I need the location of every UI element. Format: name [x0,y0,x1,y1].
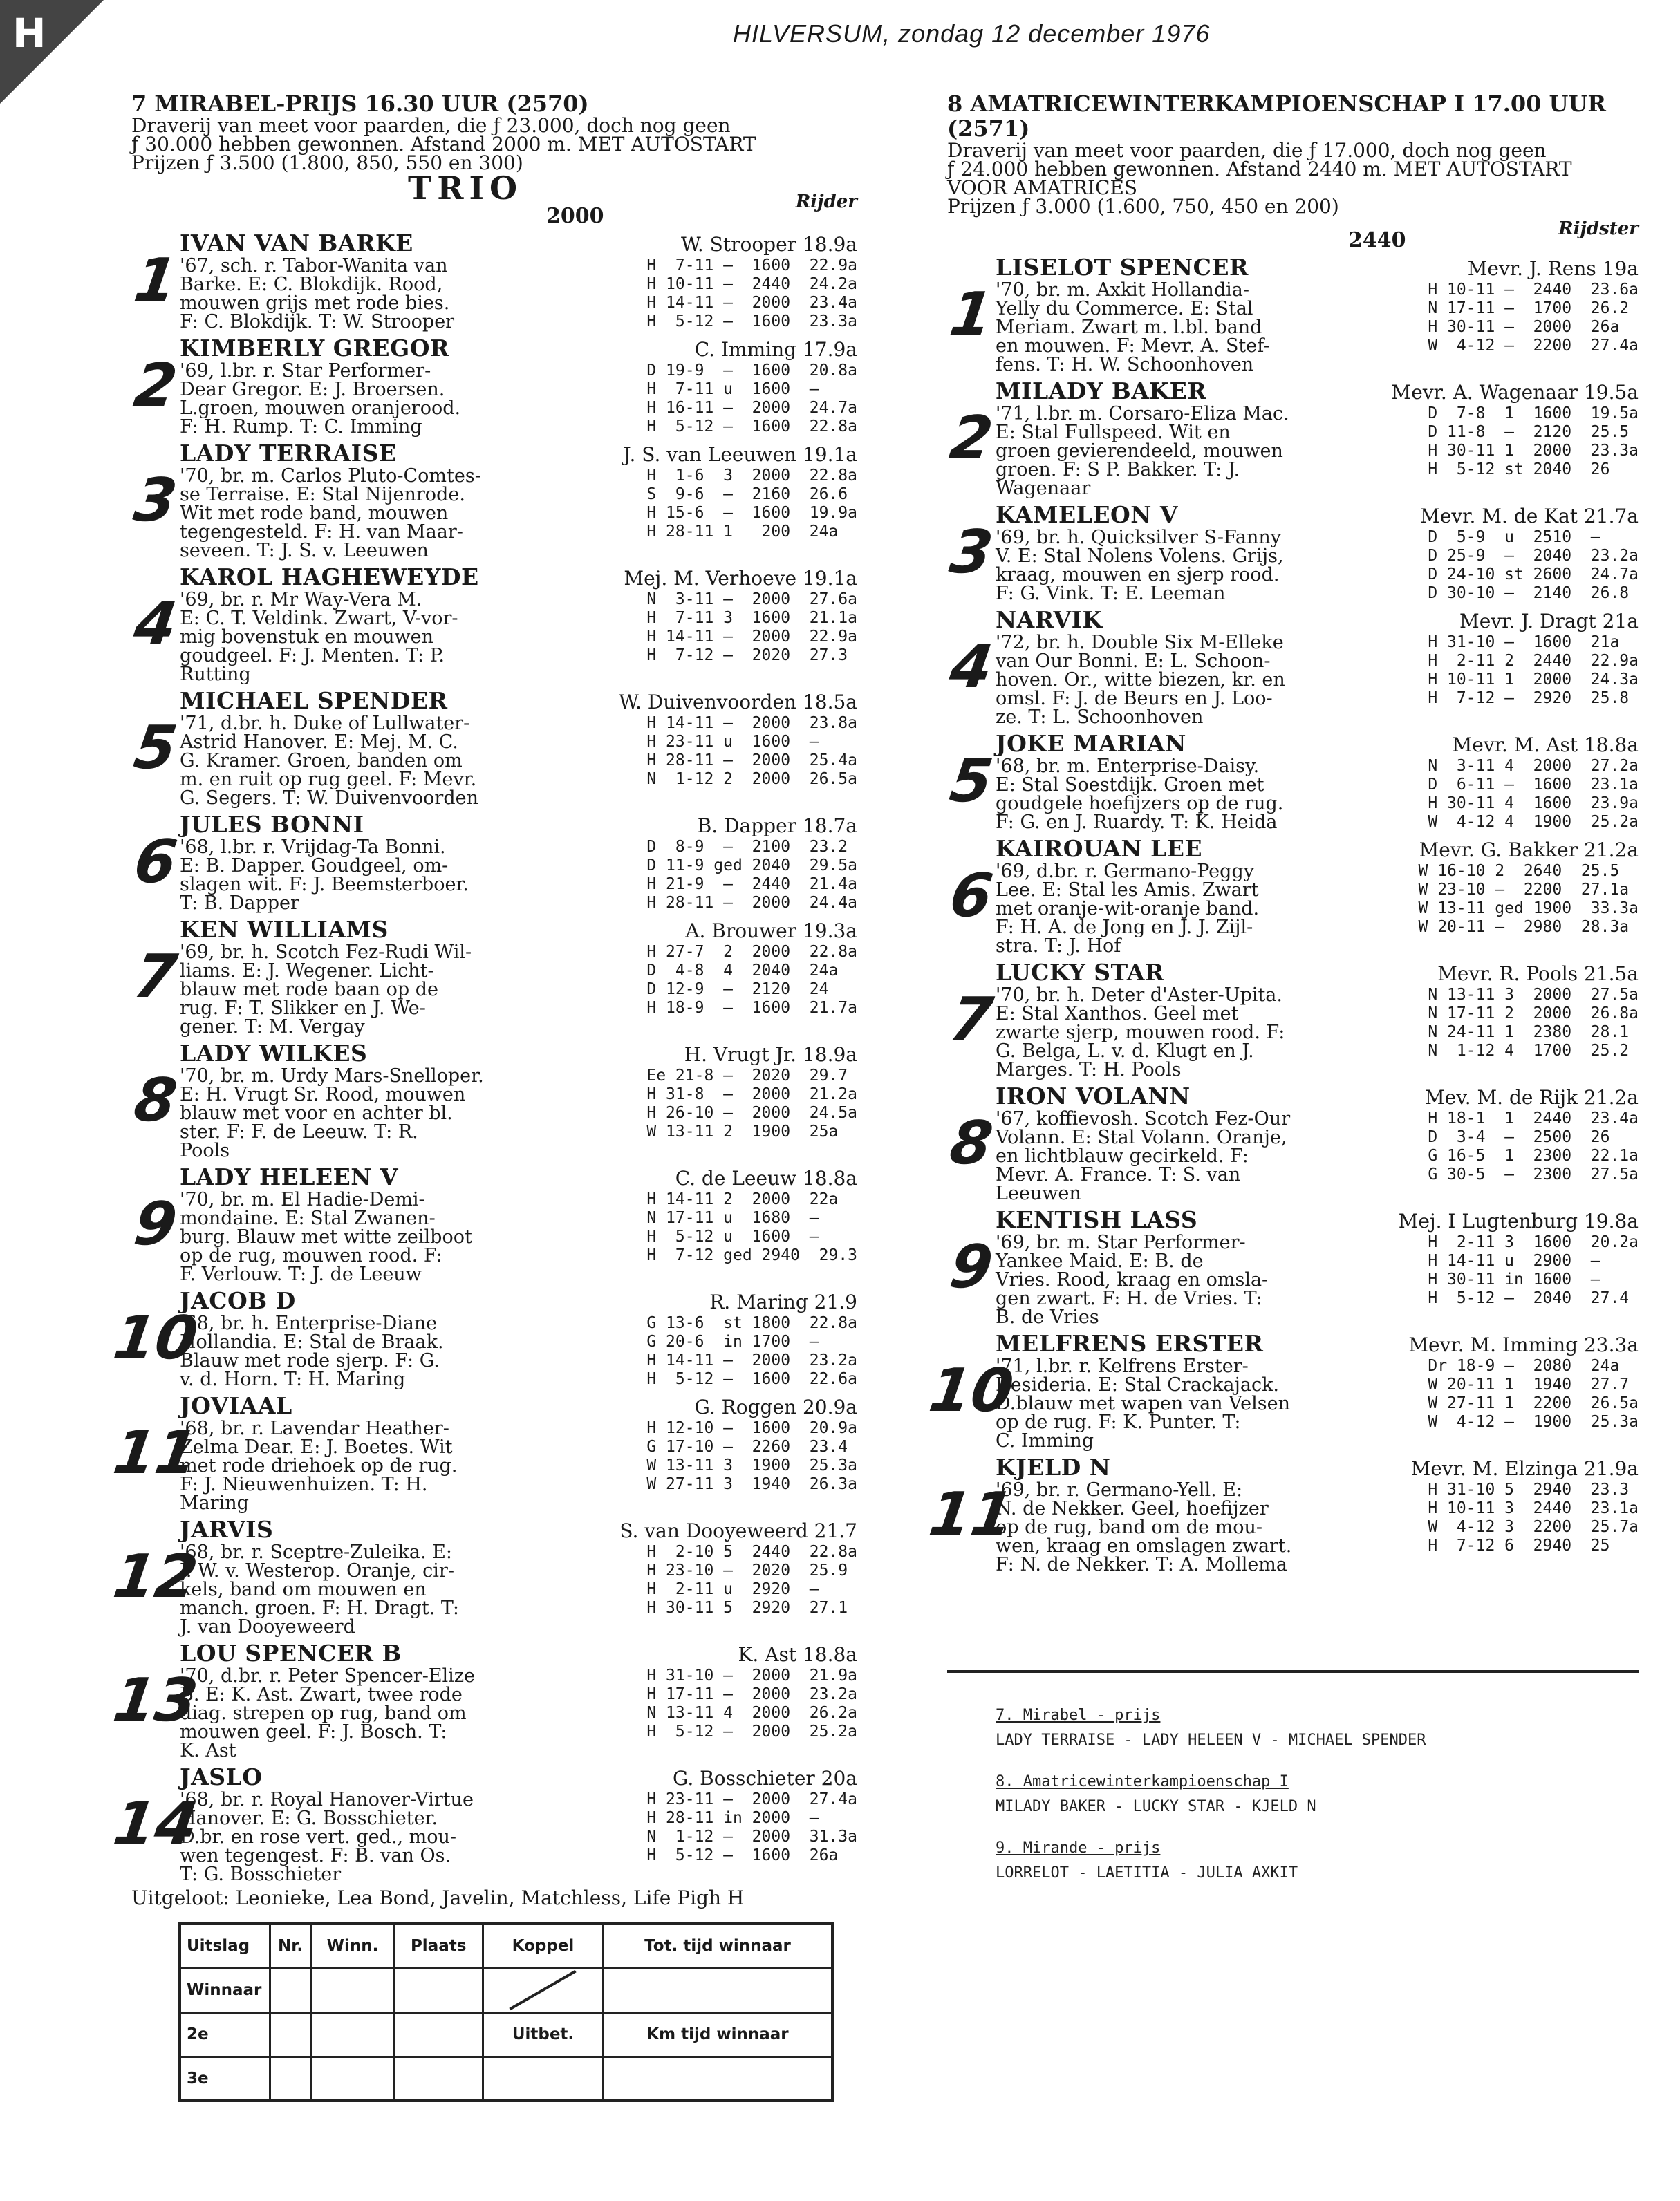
horse-name: LADY WILKES [180,1040,368,1067]
start-number: 7 [130,942,181,1011]
horse-entry [925,1330,1639,1452]
rider-name: B. Dapper 18.7a [697,814,857,837]
horse-name: KIMBERLY GREGOR [180,335,449,362]
horse-name: JOVIAAL [180,1392,292,1419]
rider-name: W. Strooper 18.9a [680,233,857,256]
race-7-distance: 2000 [546,204,604,228]
page-header: HILVERSUM, zondag 12 december 1976 [733,19,1211,48]
horse-entry [131,230,857,331]
summary-race-8 [996,1770,1618,1819]
entry-head [996,378,1639,404]
recent-results: H 31-10 — 2000 21.9a H 17-11 — 2000 23.2a N 13-11 4 2000 26.2a H 5-12 — 2000 25.2a [646,1667,857,1741]
entry-head [180,230,857,256]
horse-name: MELFRENS ERSTER [996,1330,1264,1357]
second-plaats-cell[interactable] [394,2012,483,2057]
entry-head [180,335,857,362]
recent-results: H 1-6 3 2000 22.8a S 9-6 — 2160 26.6 H 15-6 — 1600 19.9a H 28-11 1 200 24a [646,467,857,541]
horse-entry [131,1040,857,1160]
winnaar-row-label: Winnaar [180,1968,270,2012]
rider-name: S. van Dooyeweerd 21.7 [619,1519,857,1542]
entry-head [180,564,857,590]
uitslag-header: Uitslag [180,1924,270,1968]
start-number: 10 [109,1304,202,1373]
entry-head [996,502,1639,528]
rider-name: Mevr. M. Ast 18.8a [1452,733,1639,756]
horse-name: KJELD N [996,1454,1111,1481]
entry-body [996,254,1639,374]
entry-details [996,1357,1639,1450]
entry-body [180,564,857,684]
entry-details [996,1481,1639,1574]
recent-results: D 19-9 — 1600 20.8a H 7-11 u 1600 — H 16-11 — 2000 24.7a H 5-12 — 1600 22.8a [646,362,857,435]
start-number: 3 [130,465,181,535]
horse-entry [109,1516,857,1638]
horse-description: '69, d.br. r. Germano-Peggy Lee. E: Stal les Amis. Zwart met oranje-wit-oranje band. F: H. A. de Jong en J. J. Zijl- stra. T: J. Hof [996,861,1260,957]
horse-description: '70, d.br. r. Peter Spencer-Elize B. E: K. Ast. Zwart, twee rode diag. strepen op rug, band om mouwen geel. F: J. Bosch. T: K. Ast [180,1665,476,1761]
koppel-header: Koppel [483,1924,603,1968]
entry-head [996,1454,1639,1481]
horse-name: JASLO [180,1763,263,1790]
start-number: 11 [925,1479,1018,1549]
race-7-header-row [131,191,857,228]
rider-name: Mevr. M. Elzinga 21.9a [1410,1457,1639,1480]
entry-head [180,688,857,714]
horse-description: '67, sch. r. Tabor-Wanita van Barke. E: C. Blokdijk. Rood, mouwen grijs met rode bies. F: C. Blokdijk. T: W. Strooper [180,255,455,333]
summary-divider [947,1670,1639,1673]
winn-header: Winn. [311,1924,394,1968]
horse-description: '70, br. h. Deter d'Aster-Upita. E: Stal Xanthos. Geel met zwarte sjerp, mouwen rood. F: G. Belga, L. v. d. Klugt en J. Marges. T: H. Pools [996,984,1285,1080]
entry-details [996,281,1639,374]
nr-header: Nr. [270,1924,311,1968]
entry-details [996,633,1639,727]
recent-results: H 10-11 — 2440 23.6a N 17-11 — 1700 26.2 H 30-11 — 2000 26a W 4-12 — 2200 27.4a [1428,281,1639,355]
horse-description: '70, br. m. Axkit Hollandia- Yelly du Commerce. E: Stal Meriam. Zwart m. l.bl. band en mouwen. F: Mevr. A. Stef- fens. T: H. W. Schoonhoven [996,279,1270,375]
race-8-column [925,91,1639,1575]
recent-results: H 18-1 1 2440 23.4a D 3-4 — 2500 26 G 16-5 1 2300 22.1a G 30-5 — 2300 27.5a [1428,1109,1639,1183]
summary-title: 8. Amatricewinterkampioenschap I [996,1773,1289,1790]
horse-name: LOU SPENCER B [180,1640,402,1667]
slash-mark [510,1970,577,2010]
entry-head [996,1083,1639,1109]
recent-results: H 12-10 — 1600 20.9a G 17-10 — 2260 23.4 W 13-11 3 1900 25.3a W 27-11 3 1940 26.3a [646,1419,857,1493]
start-number: 8 [946,1108,997,1178]
rider-name: Mej. M. Verhoeve 19.1a [624,567,857,590]
horse-description: '69, br. h. Quicksilver S-Fanny V. E: Stal Nolens Volens. Grijs, kraag, mouwen en sjerp rood. F: G. Vink. T: E. Leeman [996,527,1284,604]
horse-description: '71, l.br. r. Kelfrens Erster- Desideria. E: Stal Crackajack. D.blauw met wapen van Velsen op de rug. F: K. Punter. T: C. Imming [996,1356,1291,1452]
horse-entry [109,1287,857,1390]
entry-details [996,757,1639,832]
recent-results: D 7-8 1 1600 19.5a D 11-8 — 2120 25.5 H 30-11 1 2000 23.3a H 5-12 st 2040 26 [1428,404,1639,478]
second-row-label: 2e [180,2012,270,2057]
recent-results: N 3-11 — 2000 27.6a H 7-11 3 1600 21.1a H 14-11 — 2000 22.9a H 7-12 — 2020 27.3 [646,590,857,664]
horse-description: '69, br. h. Scotch Fez-Rudi Wil- liams. E: J. Wegener. Licht- blauw met rode baan op de rug. F: T. Slikker en J. We- gener. T: M. Vergay [180,942,472,1038]
entry-body [180,812,857,912]
entry-details [180,1790,857,1884]
horse-entry [109,1763,857,1885]
start-number: 4 [946,632,997,702]
start-number: 3 [946,518,997,587]
entry-details [180,1667,857,1760]
horse-name: IRON VOLANN [996,1083,1191,1109]
recent-results: H 23-11 — 2000 27.4a H 28-11 in 2000 — N 1-12 — 2000 31.3a H 5-12 — 1600 26a [646,1790,857,1864]
horse-entry [947,1083,1639,1203]
entry-body [996,836,1639,955]
horse-description: '69, l.br. r. Star Performer- Dear Gregor. E: J. Broersen. L.groen, mouwen oranjerood. F: H. Rump. T: C. Imming [180,360,461,438]
third-row-label: 3e [180,2057,270,2101]
recent-results: H 31-10 — 1600 21a H 2-11 2 2440 22.9a H 10-11 1 2000 24.3a H 7-12 — 2920 25.8 [1428,633,1639,707]
horse-description: '70, br. m. Urdy Mars-Snelloper. E: H. Vrugt Sr. Rood, mouwen blauw met voor en achter bl. ster. F: F. de Leeuw. T: R. Pools [180,1065,484,1161]
horse-description: '69, br. r. Mr Way-Vera M. E: C. T. Veldink. Zwart, V-vor- mig bovenstuk en mouwen goudgeel. F: J. Menten. T: P. Rutting [180,589,458,685]
race-7-entries [109,230,857,1885]
rider-name: Mev. M. de Rijk 21.2a [1424,1086,1639,1109]
entry-body [996,502,1639,603]
horse-entry [131,688,857,807]
horse-entry [947,836,1639,955]
entry-body [180,1764,857,1884]
rider-name: Mevr. R. Pools 21.5a [1437,962,1639,985]
recent-results: Dr 18-9 — 2080 24a W 20-11 1 1940 27.7 W 27-11 1 2200 26.5a W 4-12 — 1900 25.3a [1428,1357,1639,1431]
rider-name: J. S. van Leeuwen 19.1a [623,443,857,466]
entry-details [996,862,1639,955]
entry-body [180,335,857,436]
koppel-slash-cell [483,1968,603,2012]
start-number: 9 [130,1189,181,1259]
horse-entry [947,254,1639,374]
rider-name: C. de Leeuw 18.8a [675,1167,857,1190]
race-7-conditions: Draverij van meet voor paarden, die ƒ 23.000, doch nog geen ƒ 30.000 hebben gewonnen. Afstand 2000 m. MET AUTOSTART Prijzen ƒ 3.500 (1.800, 850, 550 en 300) [131,114,756,174]
corner-letter: H [12,10,46,57]
entry-head [180,1040,857,1067]
excluded-list: Uitgeloot: Leonieke, Lea Bond, Javelin, Matchless, Life Pigh H [131,1886,745,1909]
horse-entry [131,917,857,1036]
rider-name: K. Ast 18.8a [738,1643,857,1666]
recent-results: H 7-11 — 1600 22.9a H 10-11 — 2440 24.2a H 14-11 — 2000 23.4a H 5-12 — 1600 23.3a [646,256,857,330]
winnaar-tijd-cell[interactable] [604,1968,832,2012]
km-tijd-value-cell[interactable] [604,2057,832,2101]
horse-description: '67, koffievosh. Scotch Fez-Our Volann. E: Stal Volann. Oranje, en lichtblauw gecirkeld. F: Mevr. A. France. T: S. van Leeuwen [996,1108,1291,1204]
rider-name: Mevr. M. Imming 23.3a [1408,1333,1639,1356]
entry-details [180,590,857,684]
recent-results: H 31-10 5 2940 23.3 H 10-11 3 2440 23.1a W 4-12 3 2200 25.7a H 7-12 6 2940 25 [1428,1481,1639,1555]
recent-results: H 2-11 3 1600 20.2a H 14-11 u 2900 — H 30-11 in 1600 — H 5-12 — 2040 27.4 [1428,1233,1639,1307]
entry-details [180,467,857,560]
rijdster-label: Rijdster [1558,218,1639,239]
uitbet-value-cell[interactable] [483,2057,603,2101]
start-number: 6 [130,827,181,897]
rider-label: Rijder [795,191,857,212]
entry-body [996,1083,1639,1203]
start-number: 12 [109,1542,202,1611]
entry-head [180,1288,857,1314]
horse-description: '71, d.br. h. Duke of Lullwater- Astrid Hanover. E: Mej. M. C. G. Kramer. Groen, banden om m. en ruit op rug geel. F: Mevr. G. Segers. T: W. Duivenvoorden [180,713,478,809]
horse-name: IVAN VAN BARKE [180,230,413,256]
entry-body [996,1454,1639,1574]
entry-body [180,1288,857,1389]
entry-head [180,917,857,943]
horse-description: '68, l.br. r. Vrijdag-Ta Bonni. E: B. Dapper. Goudgeel, om- slagen wit. F: J. Beemsterboer. T: B. Dapper [180,836,469,914]
entry-body [180,917,857,1036]
entry-head [996,836,1639,862]
recent-results: D 8-9 — 2100 23.2 D 11-9 ged 2040 29.5a H 21-9 — 2440 21.4a H 28-11 — 2000 24.4a [646,838,857,912]
start-number: 9 [946,1232,997,1302]
horse-entry [131,812,857,912]
horse-name: JOKE MARIAN [996,730,1186,757]
entry-details [180,1314,857,1389]
horse-name: LUCKY STAR [996,959,1164,986]
race-8-title: 8 AMATRICEWINTERKAMPIOENSCHAP I 17.00 UUR (2571) [947,91,1606,142]
plaats-header: Plaats [394,1924,483,1968]
rider-name: H. Vrugt Jr. 18.9a [684,1043,857,1066]
winnaar-nr-cell[interactable] [270,1968,311,2012]
rider-name: G. Roggen 20.9a [694,1396,857,1418]
horse-entry [131,440,857,560]
horse-name: JACOB D [180,1287,296,1314]
recent-results: N 13-11 3 2000 27.5a N 17-11 2 2000 26.8a N 24-11 1 2380 28.1 N 1-12 4 1700 25.2 [1428,986,1639,1060]
start-number: 7 [946,984,997,1054]
horse-name: KAMELEON V [996,501,1178,528]
horse-description: '70, br. m. Carlos Pluto-Comtes- se Terraise. E: Stal Nijenrode. Wit met rode band, mouwen tegengesteld. F: H. van Maar- seveen. T: J. S. v. Leeuwen [180,465,481,561]
recent-results: H 14-11 2 2000 22a N 17-11 u 1680 — H 5-12 u 1600 — H 7-12 ged 2940 29.3 [646,1190,857,1264]
entry-head [180,1640,857,1667]
summary-title: 9. Mirande - prijs [996,1839,1161,1857]
entry-details [180,1419,857,1512]
winnaar-plaats-cell[interactable] [394,1968,483,2012]
recent-results: H 27-7 2 2000 22.8a D 4-8 4 2040 24a D 12-9 — 2120 24 H 18-9 — 1600 21.7a [646,943,857,1017]
start-number: 11 [109,1418,202,1488]
start-number: 6 [946,861,997,930]
entry-body [180,1517,857,1636]
entry-details [180,1190,857,1284]
entry-details [180,943,857,1036]
entry-body [180,1164,857,1284]
rider-name: C. Imming 17.9a [694,338,857,361]
horse-entry [947,731,1639,832]
entry-details [996,1233,1639,1327]
entry-head [996,607,1639,633]
entry-body [996,731,1639,832]
start-number: 14 [109,1789,202,1859]
horse-entry [109,1392,857,1514]
recent-results: W 16-10 2 2640 25.5 W 23-10 — 2200 27.1a W 13-11 ged 1900 33.3a W 20-11 — 2980 28.3a [1418,862,1639,936]
entry-body [180,1393,857,1512]
horse-entry [131,564,857,684]
horse-name: KENTISH LASS [996,1206,1198,1233]
entry-details [180,362,857,436]
entry-body [996,607,1639,727]
horse-entry [131,1164,857,1284]
race-8-conditions: Draverij van meet voor paarden, die ƒ 17.000, doch nog geen ƒ 24.000 hebben gewonnen. Afstand 2440 m. MET AUTOSTART VOOR AMATRICES Prijzen ƒ 3.000 (1.600, 750, 450 en 200) [947,139,1572,218]
trio-label: TRIO [408,169,523,207]
third-nr-cell[interactable] [270,2057,311,2101]
horse-entry [947,378,1639,498]
summary-title: 7. Mirabel - prijs [996,1707,1161,1724]
race-7-column [109,91,857,2102]
horse-entry [925,1454,1639,1575]
third-winn-cell[interactable] [311,2057,394,2101]
recent-results: D 5-9 u 2510 — D 25-9 — 2040 23.2a D 24-10 st 2600 24.7a D 30-10 — 2140 26.8 [1428,528,1639,602]
entry-body [180,1040,857,1160]
entry-body [996,378,1639,498]
rider-name: Mevr. M. de Kat 21.7a [1420,505,1639,527]
third-plaats-cell[interactable] [394,2057,483,2101]
entry-details [180,714,857,807]
entry-head [180,812,857,838]
horse-description: '68, br. r. Lavendar Heather- Zelma Dear. E: J. Boetes. Wit met rode driehoek op de rug. F: J. Nieuwenhuizen. T: H. Maring [180,1418,458,1514]
horse-entry [131,335,857,436]
horse-name: LADY TERRAISE [180,440,397,467]
entry-details [996,986,1639,1079]
second-nr-cell[interactable] [270,2012,311,2057]
start-number: 8 [130,1065,181,1135]
horse-name: KEN WILLIAMS [180,916,389,943]
horse-entry [947,1207,1639,1327]
tot-tijd-header: Tot. tijd winnaar [604,1924,832,1968]
entry-head [180,1393,857,1419]
entry-body [180,440,857,560]
horse-name: MILADY BAKER [996,377,1207,404]
uitbet-label: Uitbet. [483,2012,603,2057]
recent-results: H 14-11 — 2000 23.8a H 23-11 u 1600 — H 28-11 — 2000 25.4a N 1-12 2 2000 26.5a [646,714,857,788]
rider-name: G. Bosschieter 20a [672,1767,857,1790]
start-number: 10 [925,1356,1018,1425]
horse-description: '72, br. h. Double Six M-Elleke van Our Bonni. E: L. Schoon- hoven. Or., witte biezen, kr. en omsl. F: J. de Beurs en J. Loo- ze. T: L. Schoonhoven [996,632,1285,728]
horse-name: KAIROUAN LEE [996,835,1203,862]
results-summary [996,1687,1618,1886]
summary-race-9 [996,1836,1618,1886]
entry-body [180,688,857,807]
horse-name: LISELOT SPENCER [996,254,1249,281]
horse-entry [947,607,1639,727]
race-8-entries [925,254,1639,1575]
entry-body [996,1331,1639,1450]
start-number: 2 [946,403,997,473]
entry-details [996,404,1639,498]
horse-description: '68, br. h. Enterprise-Diane Hollandia. E: Stal de Braak. Blauw met rode sjerp. F: G. v. d. Horn. T: H. Maring [180,1313,444,1390]
start-number: 5 [946,747,997,816]
start-number: 5 [130,713,181,783]
km-tijd-label: Km tijd winnaar [604,2012,832,2057]
race-7-title: 7 MIRABEL-PRIJS 16.30 UUR (2570) [131,91,589,117]
horse-description: '68, br. r. Sceptre-Zuleika. E: J. W. v. Westerop. Oranje, cir- kels, band om mouwen en manch. groen. F: H. Dragt. T: J. van Dooyeweerd [180,1542,459,1638]
entry-head [180,1164,857,1190]
entry-details [180,838,857,912]
summary-race-7 [996,1703,1618,1753]
horse-name: NARVIK [996,606,1103,633]
entry-head [996,1331,1639,1357]
entry-body [996,1207,1639,1327]
rider-name: R. Maring 21.9 [709,1291,857,1313]
entry-details [180,256,857,331]
summary-winners: LADY TERRAISE - LADY HELEEN V - MICHAEL SPENDER [996,1732,1426,1749]
horse-name: LADY HELEEN V [180,1163,399,1190]
recent-results: N 3-11 4 2000 27.2a D 6-11 — 1600 23.1a H 30-11 4 1600 23.9a W 4-12 4 1900 25.2a [1428,757,1639,831]
horse-entry [947,959,1639,1079]
second-winn-cell[interactable] [311,2012,394,2057]
rider-name: Mevr. J. Dragt 21a [1459,610,1639,633]
rider-name: Mevr. G. Bakker 21.2a [1419,839,1639,861]
start-number: 4 [130,589,181,659]
result-form-table [178,1922,834,2102]
start-number: 2 [130,351,181,420]
recent-results: H 2-10 5 2440 22.8a H 23-10 — 2020 25.9 H 2-11 u 2920 — H 30-11 5 2920 27.1 [646,1543,857,1617]
rider-name: A. Brouwer 19.3a [685,919,857,942]
horse-name: KAROL HAGHEWEYDE [180,563,479,590]
rider-name: Mevr. J. Rens 19a [1467,257,1639,280]
entry-details [180,1067,857,1160]
horse-description: '68, br. r. Royal Hanover-Virtue Hanover. E: G. Bosschieter. D.br. en rose vert. ged., mou- wen tegengest. F: B. van Os. T: G. Bosschieter [180,1789,474,1885]
entry-details [996,1109,1639,1203]
horse-name: MICHAEL SPENDER [180,687,448,714]
entry-body [180,1640,857,1760]
rider-name: W. Duivenvoorden 18.5a [619,691,857,713]
horse-description: '68, br. m. Enterprise-Daisy. E: Stal Soestdijk. Groen met goudgele hoefijzers op de rug. F: G. en J. Ruardy. T: K. Heida [996,756,1284,833]
start-number: 1 [946,279,997,349]
rider-name: Mej. I Lugtenburg 19.8a [1398,1210,1639,1233]
entry-body [996,959,1639,1079]
recent-results: Ee 21-8 — 2020 29.7 H 31-8 — 2000 21.2a H 26-10 — 2000 24.5a W 13-11 2 1900 25a [646,1067,857,1141]
horse-description: '69, br. m. Star Performer- Yankee Maid. E: B. de Vries. Rood, kraag en omsla- gen zwart. F: H. de Vries. T: B. de Vries [996,1232,1269,1328]
entry-details [996,528,1639,603]
horse-description: '69, br. r. Germano-Yell. E: N. de Nekker. Geel, hoefijzer op de rug, band om de mou- wen, kraag en omslagen zwart. F: N. de Nekker. T: A. Mollema [996,1479,1292,1575]
entry-details [180,1543,857,1636]
start-number: 13 [109,1665,202,1735]
horse-description: '70, br. m. El Hadie-Demi- mondaine. E: Stal Zwanen- burg. Blauw met witte zeilboot op de rug, mouwen rood. F: F. Verlouw. T: J. de Leeuw [180,1189,472,1285]
horse-name: JARVIS [180,1516,274,1543]
entry-head [996,959,1639,986]
recent-results: G 13-6 st 1800 22.8a G 20-6 in 1700 — H 14-11 — 2000 23.2a H 5-12 — 1600 22.6a [646,1314,857,1388]
race-8-header-row [947,218,1639,252]
horse-entry [947,502,1639,603]
horse-name: JULES BONNI [180,811,364,838]
race-8-distance: 2440 [1348,228,1406,252]
entry-head [180,1764,857,1790]
entry-head [996,731,1639,757]
rider-name: Mevr. A. Wagenaar 19.5a [1391,381,1639,404]
entry-body [180,230,857,331]
entry-head [996,254,1639,281]
horse-entry [109,1640,857,1761]
entry-head [180,1517,857,1543]
entry-head [180,440,857,467]
winnaar-winn-cell[interactable] [311,1968,394,2012]
summary-winners: MILADY BAKER - LUCKY STAR - KJELD N [996,1798,1316,1815]
horse-description: '71, l.br. m. Corsaro-Eliza Mac. E: Stal Fullspeed. Wit en groen gevierendeeld, mouwen groen. F: S P. Bakker. T: J. Wagenaar [996,403,1289,499]
summary-winners: LORRELOT - LAETITIA - JULIA AXKIT [996,1864,1298,1882]
entry-head [996,1207,1639,1233]
start-number: 1 [130,246,181,315]
